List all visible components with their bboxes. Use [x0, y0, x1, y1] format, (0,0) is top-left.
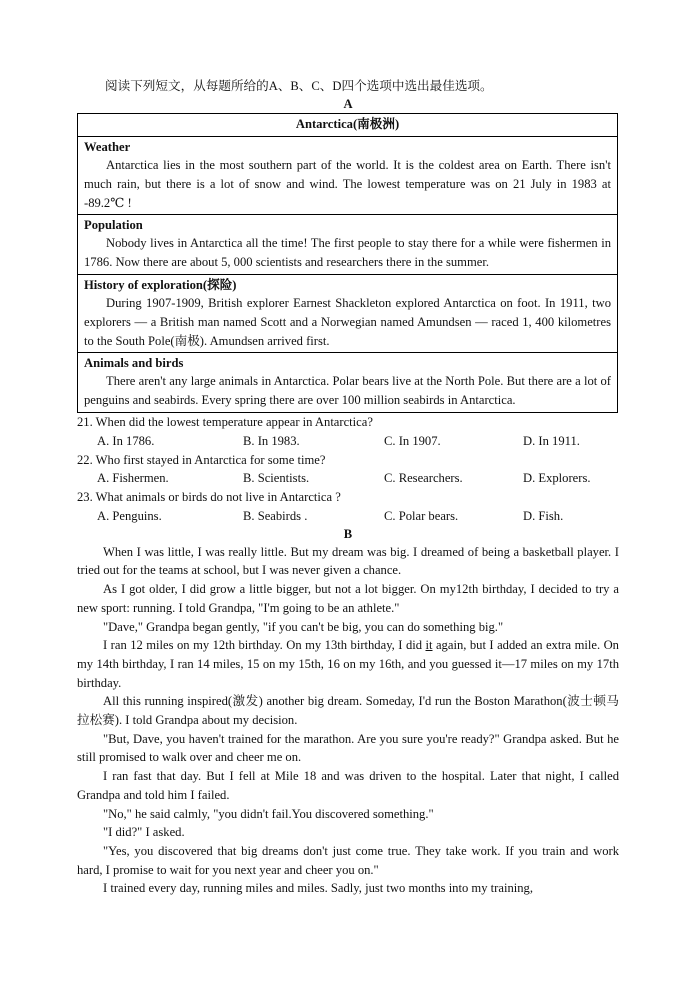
option-d[interactable]: D. Explorers.	[523, 471, 591, 486]
question-23	[77, 488, 619, 526]
option-c[interactable]: C. Researchers.	[384, 471, 463, 486]
option-c[interactable]: C. Polar bears.	[384, 508, 459, 523]
animals-cell	[78, 353, 618, 413]
option-row	[77, 469, 619, 488]
section-b-label: B	[343, 526, 353, 541]
section-title: Population	[84, 218, 143, 233]
paragraph: I ran fast that day. But I fell at Mile 18 and was driven to the hospital. Later that night, I called Grandpa and told him I failed.	[77, 769, 619, 802]
paragraph: "I did?" I asked.	[103, 825, 185, 840]
section-body: During 1907-1909, British explorer Earnest Shackleton explored Antarctica on foot. In 1911, two explorers — a British man named Scott and a Norwegian named Amundsen — raced 1, 400 kilometres to the South Pole(南极). Amundsen arrived first.	[84, 295, 611, 348]
paragraph: "No," he said calmly, "you didn't fail.You discovered something."	[103, 806, 434, 821]
paragraph: All this running inspired(激发) another big dream. Someday, I'd run the Boston Marathon(波士顿马拉松赛). I told Grandpa about my decision.	[77, 694, 619, 728]
underlined-word: it	[425, 638, 433, 653]
question-stem: 23. What animals or birds do not live in Antarctica ?	[77, 490, 341, 505]
section-title: Animals and birds	[84, 356, 184, 371]
paragraph	[77, 636, 619, 692]
option-d[interactable]: D. Fish.	[523, 508, 564, 523]
section-body: There aren't any large animals in Antarctica. Polar bears live at the North Pole. But there are a lot of penguins and seabirds. Every spring there are over 100 million seabirds in Antarctica.	[84, 374, 611, 408]
section-body: Nobody lives in Antarctica all the time! The first people to stay there for a while were fishermen in 1786. Now there are about 5, 000 scientists and researchers there in the summer.	[84, 236, 611, 270]
instruction-text: 阅读下列短文，从每题所给的A、B、C、D四个选项中选出最佳选项。	[105, 79, 493, 93]
weather-cell	[78, 137, 618, 215]
text-run: again, but I added an extra mile. On my 14th birthday, I ran 14 miles, 15 on my 15th, 16 on my 16th, and you guessed it—17 miles on my 17th birthday.	[77, 638, 619, 690]
question-22	[77, 451, 619, 489]
paragraph: "Yes, you discovered that big dreams don't just come true. They take work. If you train and work hard, I promise to wait for you next year and cheer you on."	[77, 844, 619, 877]
population-cell	[78, 215, 618, 275]
question-stem: 22. Who first stayed in Antarctica for some time?	[77, 452, 326, 467]
option-row	[77, 507, 619, 526]
history-cell	[78, 274, 618, 352]
section-title: History of exploration(探险)	[84, 277, 237, 292]
table-title: Antarctica(南极洲)	[78, 114, 618, 137]
option-d[interactable]: D. In 1911.	[523, 433, 580, 448]
text-run: I ran 12 miles on my 12th birthday. On my 13th birthday, I did	[103, 638, 426, 653]
option-c[interactable]: C. In 1907.	[384, 433, 441, 448]
option-row	[77, 432, 619, 451]
option-a[interactable]: A. Fishermen.	[97, 471, 169, 486]
paragraph: "Dave," Grandpa began gently, "if you can't be big, you can do something big."	[103, 619, 504, 634]
option-b[interactable]: B. Seabirds .	[243, 508, 308, 523]
option-b[interactable]: B. In 1983.	[243, 433, 300, 448]
section-body: Antarctica lies in the most southern part of the world. It is the coldest area on Earth. There isn't much rain, but there is a lot of snow and wind. The lowest temperature was on 21 July in 1983 at -89.2℃ !	[84, 158, 611, 210]
option-a[interactable]: A. Penguins.	[97, 508, 162, 523]
exam-page	[77, 76, 619, 898]
paragraph: As I got older, I did grow a little bigger, but not a lot bigger. On my12th birthday, I decided to try a new sport: running. I told Grandpa, "I'm going to be an athlete."	[77, 582, 619, 615]
paragraph: "But, Dave, you haven't trained for the marathon. Are you sure you're ready?" Grandpa asked. But he still promised to walk over and cheer me on.	[77, 731, 619, 765]
paragraph: I trained every day, running miles and miles. Sadly, just two months into my training,	[103, 881, 533, 896]
option-a[interactable]: A. In 1786.	[97, 433, 155, 448]
section-a-label: A	[343, 97, 353, 111]
antarctica-table	[77, 113, 618, 413]
option-b[interactable]: B. Scientists.	[243, 471, 310, 486]
question-21	[77, 413, 619, 451]
question-stem: 21. When did the lowest temperature appear in Antarctica?	[77, 414, 373, 429]
section-title: Weather	[84, 140, 131, 154]
paragraph: When I was little, I was really little. But my dream was big. I dreamed of being a basketball player. I tried out for the teams at school, but I was never given a chance.	[77, 544, 619, 578]
